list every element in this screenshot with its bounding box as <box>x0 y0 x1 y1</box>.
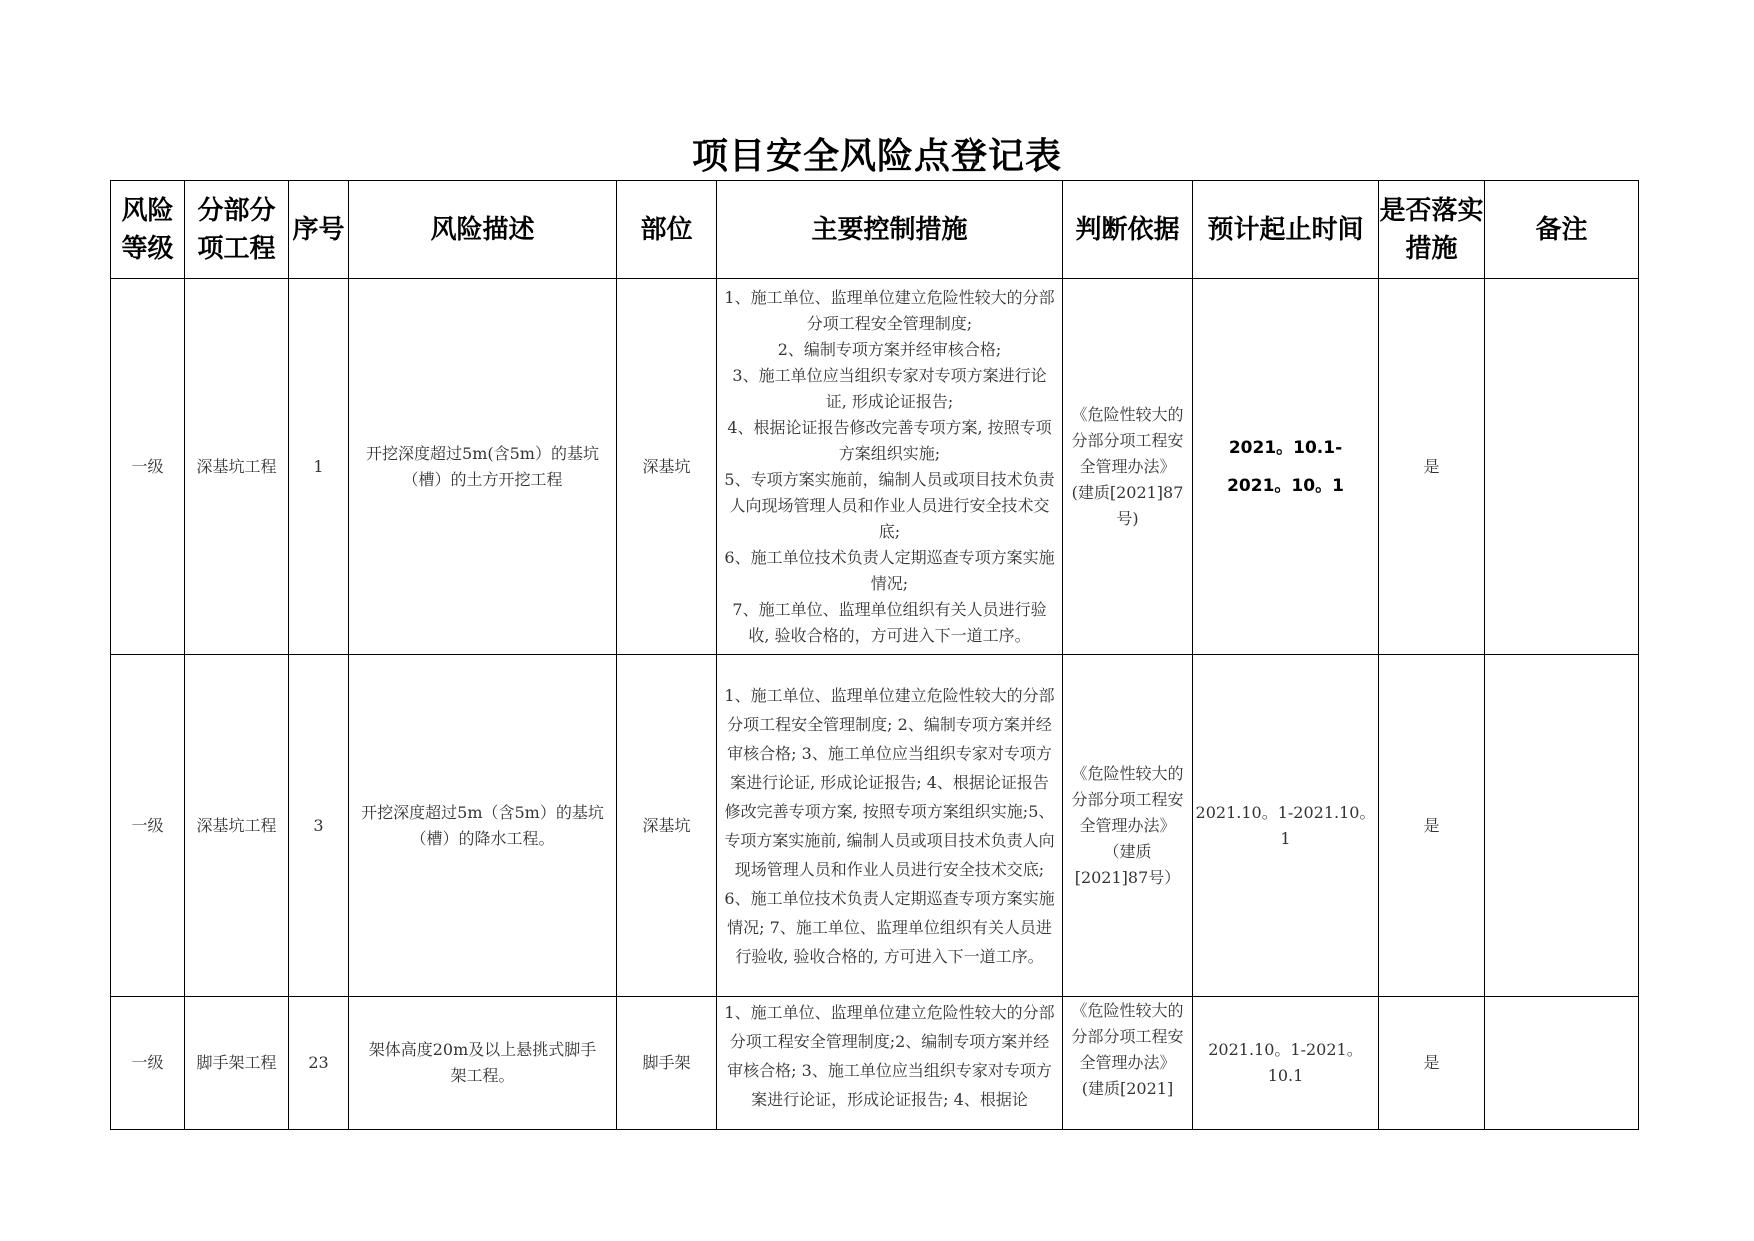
measure-item: 2、编制专项方案并经审核合格; <box>777 339 1002 359</box>
cell-remarks <box>1485 997 1639 1130</box>
measure-item: 3、施工单位应当组织专家对专项方案进行论证, 形成论证报告; <box>732 365 1047 411</box>
measure-item: 7、施工单位、监理单位组织有关人员进行验收, 验收合格的，方可进入下一道工序。 <box>732 599 1047 645</box>
page-title: 项目安全风险点登记表 <box>691 135 1062 177</box>
cell-level: 一级 <box>111 655 185 997</box>
header-time: 预计起止时间 <box>1193 181 1379 279</box>
cell-time: 2021.10。1-2021。10.1 <box>1193 997 1379 1130</box>
measures-text: 1、施工单位、监理单位建立危险性较大的分部分项工程安全管理制度;2、编制专项方案并经审核合格; 3、施工单位应当组织专家对专项方案进行论证，形成论证报告; 4、根据论 <box>724 1003 1055 1109</box>
measure-item: 1、施工单位、监理单位建立危险性较大的分部分项工程安全管理制度; <box>724 287 1055 333</box>
header-description: 风险描述 <box>349 181 617 279</box>
header-measures: 主要控制措施 <box>717 181 1063 279</box>
cell-location: 深基坑 <box>617 279 717 655</box>
cell-implemented: 是 <box>1379 997 1485 1130</box>
cell-description: 开挖深度超过5m(含5m）的基坑（槽）的土方开挖工程 <box>349 279 617 655</box>
header-subproject: 分部分项工程 <box>185 181 289 279</box>
cell-level: 一级 <box>111 279 185 655</box>
cell-time: 2021.10。1-2021.10。1 <box>1193 655 1379 997</box>
cell-subproject: 深基坑工程 <box>185 655 289 997</box>
cell-subproject: 深基坑工程 <box>185 279 289 655</box>
header-implemented: 是否落实措施 <box>1379 181 1485 279</box>
header-remarks: 备注 <box>1485 181 1639 279</box>
measure-item: 6、施工单位技术负责人定期巡查专项方案实施情况; <box>724 547 1055 593</box>
measure-item: 5、专项方案实施前，编制人员或项目技术负责人向现场管理人员和作业人员进行安全技术交底; <box>724 469 1055 541</box>
header-location: 部位 <box>617 181 717 279</box>
cell-basis: 《危险性较大的分部分项工程安全管理办法》（建质[2021]87号） <box>1063 655 1193 997</box>
cell-measures <box>717 279 1063 655</box>
table-row <box>111 655 1639 997</box>
cell-subproject: 脚手架工程 <box>185 997 289 1130</box>
header-level: 风险等级 <box>111 181 185 279</box>
cell-basis <box>1063 997 1193 1130</box>
measure-item: 4、根据论证报告修改完善专项方案, 按照专项方案组织实施; <box>727 417 1052 463</box>
cell-location: 深基坑 <box>617 655 717 997</box>
cell-measures: 1、施工单位、监理单位建立危险性较大的分部分项工程安全管理制度; 2、编制专项方案并经审核合格; 3、施工单位应当组织专家对专项方案进行论证, 形成论证报告; 4、根据论证报告修改完善专项方案, 按照专项方案组织实施;5、专项方案实施前, 编制人员或项目技术负责人向现场管理人员和作业人员进行安全技术交底; 6、施工单位技术负责人定期巡查专项方案实施情况; 7、施工单位、监理单位组织有关人员进行验收, 验收合格的, 方可进入下一道工序。 <box>717 655 1063 997</box>
risk-register-table <box>110 180 1639 1130</box>
cell-remarks <box>1485 279 1639 655</box>
cell-measures <box>717 997 1063 1130</box>
cell-basis: 《危险性较大的分部分项工程安全管理办法》(建质[2021]87号) <box>1063 279 1193 655</box>
cell-seq: 23 <box>289 997 349 1130</box>
cell-level: 一级 <box>111 997 185 1130</box>
cell-remarks <box>1485 655 1639 997</box>
cell-implemented: 是 <box>1379 279 1485 655</box>
cell-location: 脚手架 <box>617 997 717 1130</box>
cell-description: 架体高度20m及以上悬挑式脚手架工程。 <box>349 997 617 1130</box>
header-basis: 判断依据 <box>1063 181 1193 279</box>
cell-time: 2021。10.1-2021。10。1 <box>1193 279 1379 655</box>
cell-seq: 1 <box>289 279 349 655</box>
header-seq: 序号 <box>289 181 349 279</box>
header-row <box>111 181 1639 279</box>
cell-implemented: 是 <box>1379 655 1485 997</box>
cell-description: 开挖深度超过5m（含5m）的基坑（槽）的降水工程。 <box>349 655 617 997</box>
table-row <box>111 279 1639 655</box>
table-row <box>111 997 1639 1130</box>
cell-seq: 3 <box>289 655 349 997</box>
basis-text: 《危险性较大的分部分项工程安全管理办法》(建质[2021] <box>1071 1001 1184 1098</box>
